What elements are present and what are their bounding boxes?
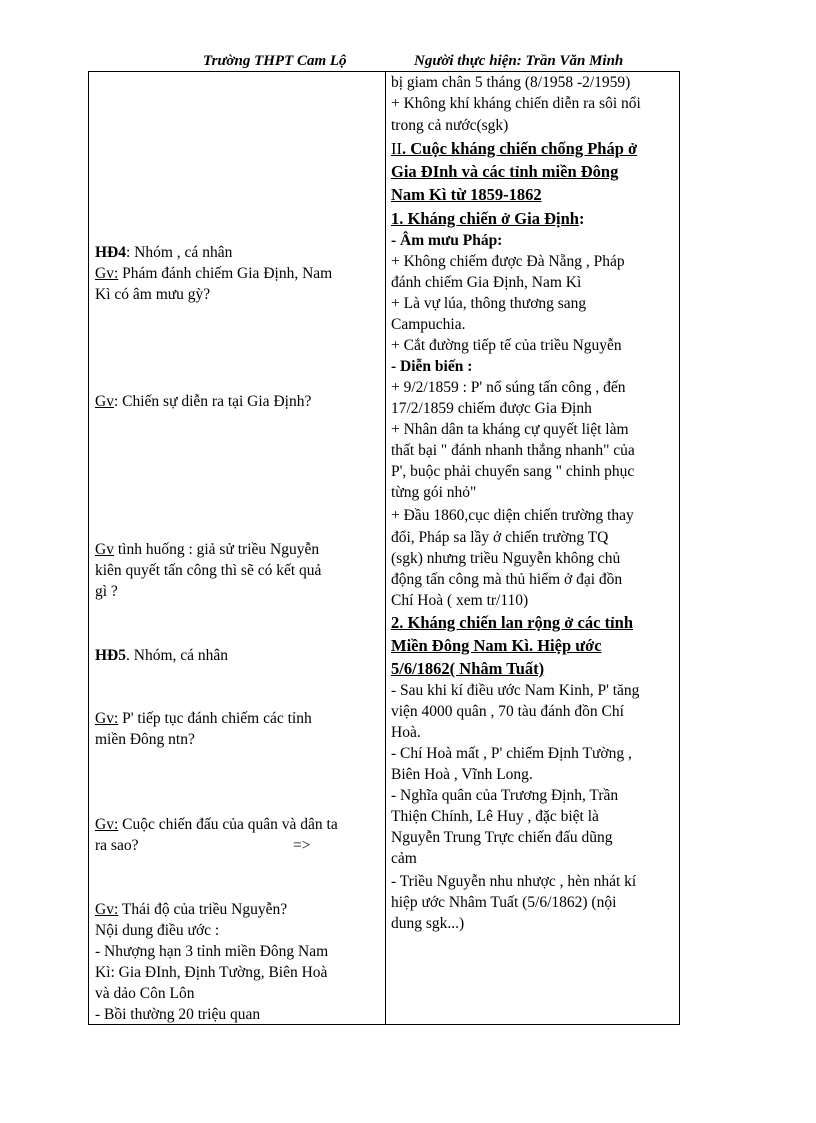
section-2-title: . Cuộc kháng chiến chống Pháp ở (402, 139, 638, 158)
spread-line: Thiện Chính, Lê Huy , đặc biệt là (391, 808, 599, 825)
section-2-heading-line-2: Gia ĐInh và các tỉnh miền Đông (391, 162, 619, 181)
plot-label: - Âm mưu Pháp: (391, 232, 503, 249)
gv-label: Gv: (95, 265, 119, 282)
question-3-line-2: kiên quyết tấn công thì sẽ có kết quả (95, 562, 322, 579)
question-2-text: : Chiến sự diễn ra tại Gia Định? (113, 393, 312, 410)
lesson-table (88, 71, 680, 1025)
subsection-2-heading-line-3: 5/6/1862( Nhâm Tuất) (391, 659, 545, 678)
treaty-content-line: - Bồi thường 20 triệu quan (95, 1006, 261, 1023)
gv-label: Gv: (95, 816, 119, 833)
development-line: động tấn công mà thủ hiểm ở đại đồn (391, 571, 623, 588)
development-line: + 9/2/1859 : P' nổ súng tấn công , đến (391, 379, 626, 396)
spread-line: - Sau khi kí điều ước Nam Kinh, P' tăng (391, 682, 640, 699)
gv-label: Gv: (95, 710, 119, 727)
section-2-roman: II (391, 139, 402, 158)
development-label: - Diễn biến : (391, 358, 473, 375)
question-6-text: Thái độ của triều Nguyễn? (118, 901, 288, 918)
question-4-line-1 (95, 709, 312, 729)
header-school: Trường THPT Cam Lộ (203, 53, 347, 69)
question-1-line-1 (95, 264, 332, 284)
spread-line: - Triều Nguyễn nhu nhược , hèn nhát kí (391, 873, 637, 890)
development-line: đổi, Pháp sa lầy ở chiến trường TQ (391, 529, 609, 546)
header-author: Người thực hiện: Trần Văn Minh (414, 53, 624, 69)
subsection-1-colon: : (578, 209, 585, 228)
treaty-content-line: Kì: Gia ĐInh, Định Tường, Biên Hoà (95, 964, 328, 981)
section-2-heading-line-3: Nam Kì từ 1859-1862 (391, 185, 542, 204)
question-4-line-2: miền Đông ntn? (95, 731, 195, 748)
spread-line: Biên Hoà , Vĩnh Long. (391, 766, 533, 783)
question-4-text: P' tiếp tục đánh chiếm các tỉnh (118, 710, 312, 727)
plot-line: Campuchia. (391, 316, 466, 333)
content-line: + Không khí kháng chiến diễn ra sôi nổi (391, 95, 641, 112)
plot-line: + Không chiếm được Đà Nẵng , Pháp (391, 253, 625, 270)
spread-line: hiệp ước Nhâm Tuất (5/6/1862) (nội (391, 894, 617, 911)
question-2 (95, 392, 311, 412)
question-3-text: tình huống : giả sử triều Nguyễn (113, 541, 320, 558)
question-5-text: Cuộc chiến đấu của quân và dân ta (118, 816, 338, 833)
development-line: 17/2/1859 chiếm được Gia Định (391, 400, 592, 417)
hd5-text: . Nhóm, cá nhân (126, 647, 229, 664)
question-3-line-3: gì ? (95, 583, 118, 600)
column-divider (385, 72, 386, 1024)
treaty-content-line: - Nhượng hạn 3 tỉnh miền Đông Nam (95, 943, 329, 960)
question-1-text: Phám đánh chiếm Gia Định, Nam (118, 265, 333, 282)
spread-line: - Chí Hoà mất , P' chiếm Định Tường , (391, 745, 632, 762)
hd4-label: HĐ4 (95, 244, 126, 261)
development-line: thất bại " đánh nhanh thắng nhanh" của (391, 442, 635, 459)
question-3-line-1 (95, 540, 319, 560)
development-line: + Đầu 1860,cục diện chiến trường thay (391, 507, 634, 524)
development-line: + Nhân dân ta kháng cự quyết liệt làm (391, 421, 629, 438)
plot-line: + Là vự lúa, thông thương sang (391, 295, 587, 312)
gv-label: Gv (95, 393, 114, 410)
plot-line: đánh chiếm Gia Định, Nam Kì (391, 274, 582, 291)
gv-label: Gv (95, 541, 114, 558)
section-2-heading-line-1 (391, 139, 637, 159)
subsection-2-heading-line-2: Miền Đông Nam Kì. Hiệp ước (391, 636, 602, 655)
development-line: Chí Hoà ( xem tr/110) (391, 592, 529, 609)
hd5-heading (95, 646, 228, 666)
plot-line: + Cắt đường tiếp tế của triều Nguyễn (391, 337, 622, 354)
content-line: trong cả nước(sgk) (391, 117, 509, 134)
question-6-line-1 (95, 900, 287, 920)
hd4-heading (95, 243, 232, 263)
hd4-text: : Nhóm , cá nhân (126, 244, 233, 261)
question-1-line-2: Kì có âm mưu gỳ? (95, 286, 211, 303)
spread-line: Nguyễn Trung Trực chiến đấu dũng (391, 829, 613, 846)
question-5-line-1 (95, 815, 338, 835)
spread-line: Hoà. (391, 724, 421, 741)
spread-line: viện 4000 quân , 70 tàu đánh đồn Chí (391, 703, 624, 720)
content-line: bị giam chân 5 tháng (8/1958 -2/1959) (391, 74, 631, 91)
treaty-content-line: và dảo Côn Lôn (95, 985, 195, 1002)
hd5-label: HĐ5 (95, 647, 126, 664)
development-line: từng gói nhỏ" (391, 484, 477, 501)
subsection-2-heading-line-1: 2. Kháng chiến lan rộng ở các tỉnh (391, 613, 633, 632)
spread-line: - Nghĩa quân của Trương Định, Trần (391, 787, 619, 804)
spread-line: cảm (391, 850, 417, 867)
arrow-symbol: => (293, 837, 311, 854)
subsection-1-heading (391, 209, 584, 229)
development-line: P', buộc phải chuyển sang " chinh phục (391, 463, 635, 480)
subsection-1-title: 1. Kháng chiến ở Gia Định (391, 209, 579, 228)
treaty-content-label: Nội dung điều ước : (95, 922, 220, 939)
spread-line: dung sgk...) (391, 915, 465, 932)
gv-label: Gv: (95, 901, 119, 918)
development-line: (sgk) nhưng triều Nguyễn không chủ (391, 550, 621, 567)
question-5-line-2: ra sao? (95, 837, 139, 854)
